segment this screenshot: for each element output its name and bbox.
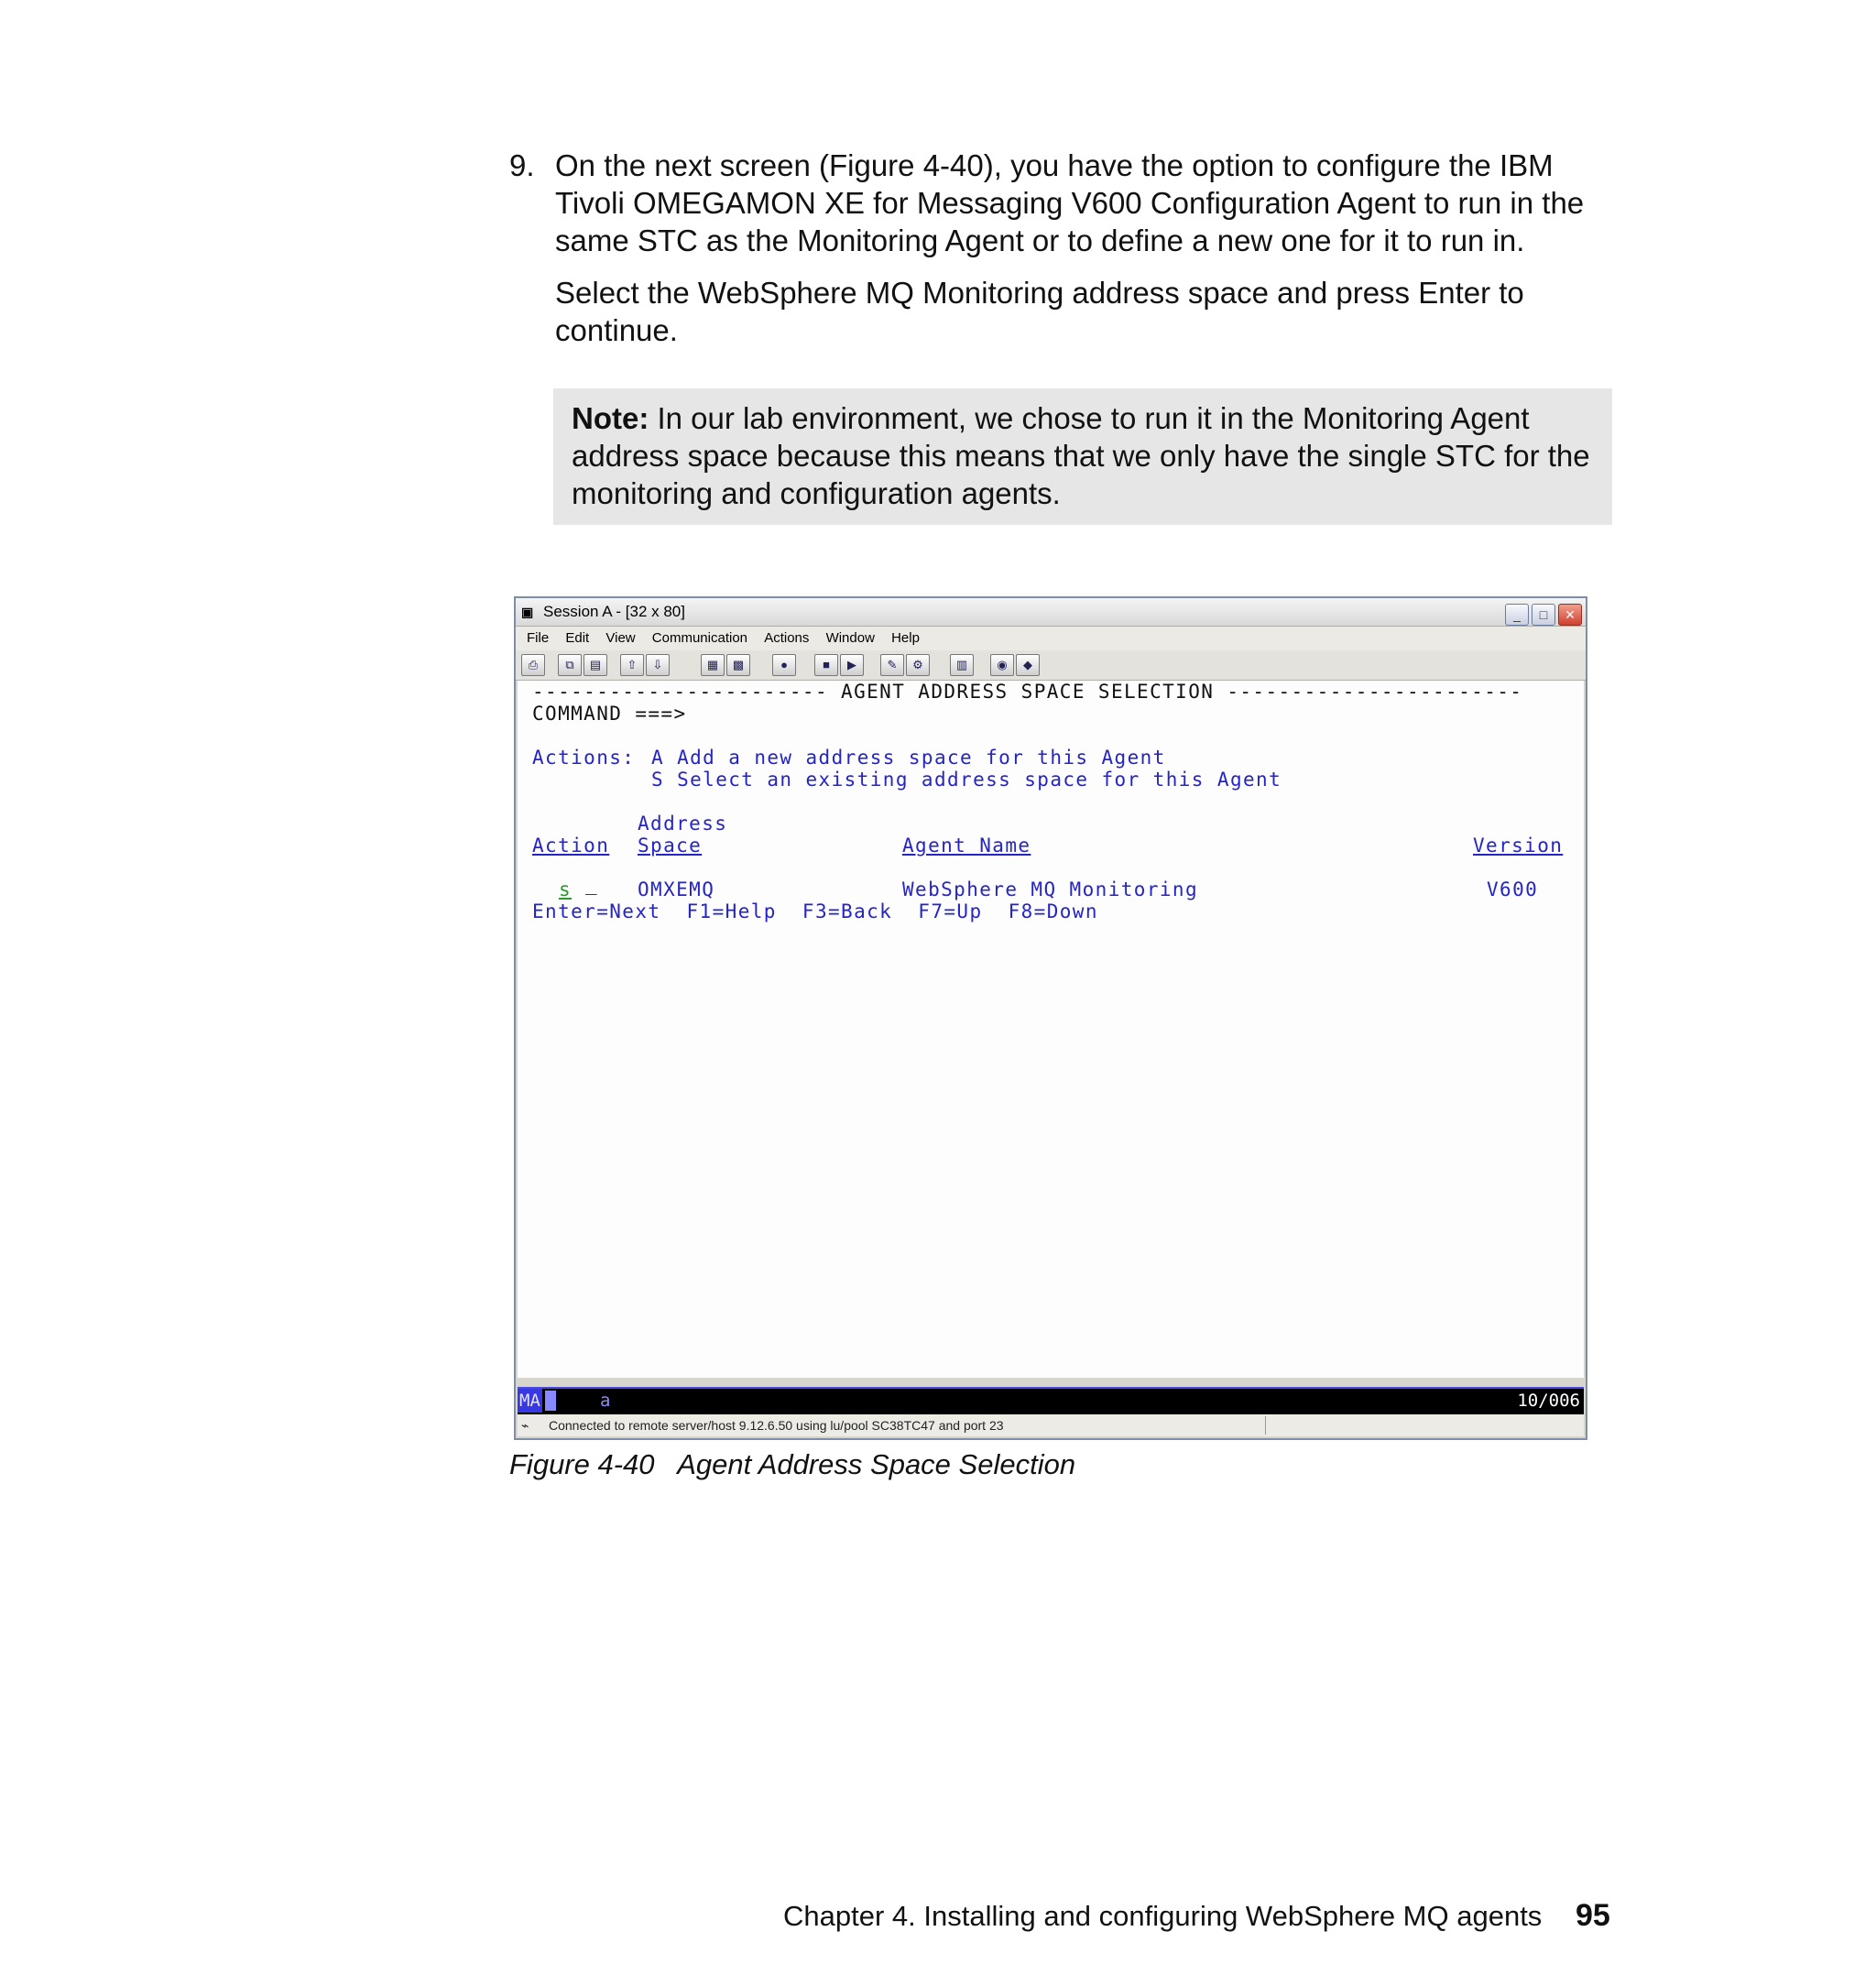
paste-icon[interactable]: ▤: [584, 654, 607, 676]
window-title: Session A - [32 x 80]: [543, 603, 685, 620]
column-address: Address: [638, 813, 728, 835]
page-footer-chapter: Chapter 4. Installing and configuring WebSphere MQ agents: [783, 1900, 1543, 1932]
maximize-button[interactable]: □: [1532, 604, 1555, 626]
keypad-icon[interactable]: ▩: [726, 654, 750, 676]
step-paragraph-2: Select the WebSphere MQ Monitoring address space and press Enter to continue.: [555, 276, 1524, 347]
actions-label: Actions:: [532, 747, 636, 769]
menu-edit[interactable]: Edit: [565, 630, 590, 646]
menu-view[interactable]: View: [605, 630, 636, 646]
oia-cursor-block: [545, 1391, 556, 1411]
menu-help[interactable]: Help: [891, 630, 920, 646]
header-rule-left: -----------------------: [532, 681, 828, 703]
step-paragraph-1: On the next screen (Figure 4-40), you have the option to configure the IBM Tivoli OMEGAMON XE for Messaging V600 Configuration Agent to run in the same STC as the Monitoring Agent or to define a new one for it to run in.: [555, 148, 1585, 257]
close-button[interactable]: ✕: [1558, 604, 1582, 626]
menu-communication[interactable]: Communication: [651, 630, 748, 646]
minimize-button[interactable]: _: [1505, 604, 1529, 626]
stop-macro-icon[interactable]: ■: [814, 654, 838, 676]
display-icon[interactable]: ▦: [701, 654, 725, 676]
send-file-icon[interactable]: ⇧: [620, 654, 644, 676]
menu-actions[interactable]: Actions: [764, 630, 810, 646]
window-controls: [1502, 601, 1582, 623]
action-add-option: A Add a new address space for this Agent: [651, 747, 1166, 769]
menu-bar: [516, 627, 1586, 650]
pf-key-legend: Enter=Next F1=Help F3=Back F7=Up F8=Down: [532, 900, 1098, 922]
status-bar: [518, 1414, 1584, 1436]
macro-run-icon[interactable]: ⚙: [906, 654, 930, 676]
column-agent-name: Agent Name: [902, 835, 1031, 857]
window-titlebar[interactable]: [516, 598, 1586, 627]
connection-status: Connected to remote server/host 9.12.6.50 using lu/pool SC38TC47 and port 23: [549, 1418, 1004, 1433]
row-action-input[interactable]: s: [559, 878, 573, 900]
connection-icon: ⌁: [521, 1418, 529, 1433]
screen-header: [532, 681, 1522, 703]
clipboard-icon[interactable]: ▥: [950, 654, 974, 676]
receive-file-icon[interactable]: ⇩: [646, 654, 670, 676]
status-divider: [1265, 1416, 1266, 1435]
cursor-position: 10/006: [1517, 1391, 1580, 1411]
session-icon: ▣: [521, 605, 534, 619]
oia-mode: MA: [519, 1391, 540, 1411]
toolbar: [516, 650, 1586, 681]
globe-icon[interactable]: ◉: [990, 654, 1014, 676]
header-rule-right: -----------------------: [1227, 681, 1523, 703]
page-number: 95: [1576, 1898, 1610, 1933]
screen-title: AGENT ADDRESS SPACE SELECTION: [828, 681, 1227, 703]
column-space: Space: [638, 835, 703, 857]
row-agent-name: WebSphere MQ Monitoring: [902, 878, 1198, 900]
note-box: [553, 388, 1612, 525]
macro-edit-icon[interactable]: ✎: [880, 654, 904, 676]
text-cursor: _: [585, 873, 599, 895]
step-number: 9.: [509, 148, 535, 182]
command-prompt: COMMAND ===>: [532, 703, 687, 725]
customize-icon[interactable]: ◆: [1016, 654, 1040, 676]
record-macro-icon[interactable]: ●: [772, 654, 796, 676]
terminal-window: [514, 596, 1587, 1440]
play-macro-icon[interactable]: ▶: [840, 654, 864, 676]
operator-info-area: [518, 1387, 1584, 1414]
menu-file[interactable]: File: [527, 630, 550, 646]
figure-caption: Figure 4-40 Agent Address Space Selection: [509, 1448, 1076, 1480]
column-version: Version: [1473, 835, 1564, 857]
terminal-screen[interactable]: [518, 681, 1584, 1378]
row-address-space: OMXEMQ: [638, 878, 715, 900]
column-action: Action: [532, 835, 610, 857]
copy-icon[interactable]: ⧉: [558, 654, 582, 676]
print-screen-icon[interactable]: ⎙: [521, 654, 545, 676]
menu-window[interactable]: Window: [825, 630, 875, 646]
row-version: V600: [1487, 878, 1539, 900]
action-select-option: S Select an existing address space for this Agent: [651, 769, 1282, 791]
note-label: Note:: [572, 401, 649, 435]
oia-indicator: a: [600, 1391, 611, 1411]
note-text: In our lab environment, we chose to run it in the Monitoring Agent address space because this means that we only have the single STC for the monitoring and configuration agents.: [572, 401, 1590, 510]
